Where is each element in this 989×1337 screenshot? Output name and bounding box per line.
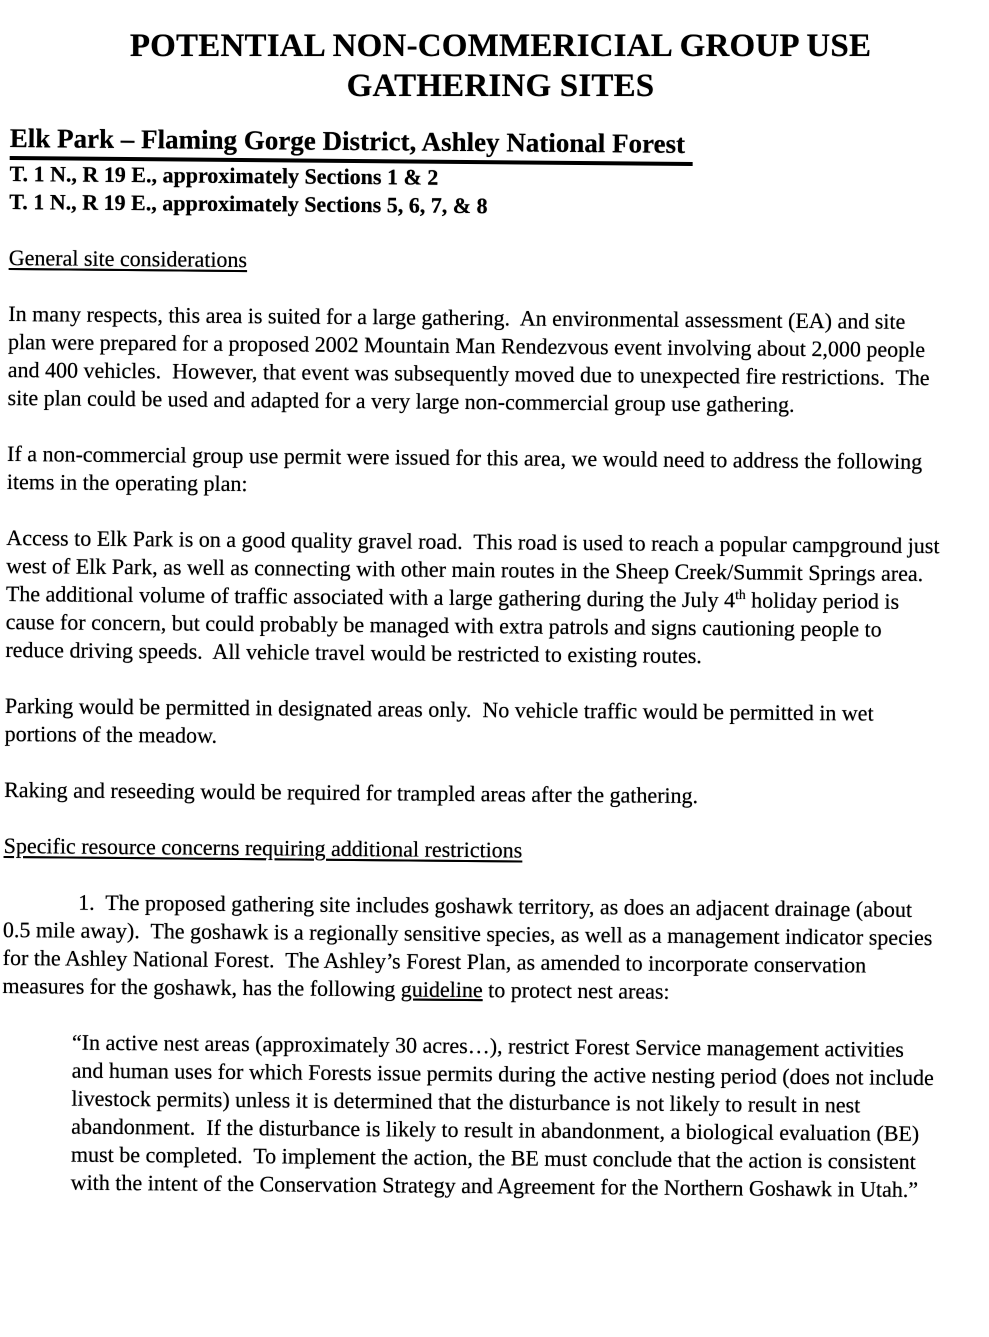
intro-paragraph: [7, 300, 943, 420]
text-run: Specific resource concerns requiring additional restrictions: [3, 832, 523, 863]
township-range-line-2: T. 1 N., R 19 E., approximately Sections 5, 6, 7, & 8: [9, 188, 488, 219]
document-title-line1: POTENTIAL NON-COMMERICIAL GROUP USE: [129, 28, 872, 64]
goshawk-paragraph: [2, 888, 938, 1008]
document-title-line2: GATHERING SITES: [346, 68, 655, 104]
text-run: If a non-commercial group use permit were issued for this area, we would need to address the following items in the operating plan:: [6, 440, 928, 497]
goshawk-guideline-quote: [70, 1029, 940, 1205]
text-run: “In active nest areas (approximately 30 acres…), restrict Forest Service management activities and human uses for which Forests issue permits during the active nesting period (does not include livestock permits) unless it is determined that the disturbance is not likely to result in nest abandonment. If the disturbance is likely to result in abandonment, a biological evaluation (BE) must be completed. To implement the action, the BE must conclude that the action is consistent with the intent of the Conservation Strategy and Agreement for the Northern Goshawk in Utah.”: [70, 1029, 940, 1202]
text-run: Access to Elk Park is on a good quality gravel road. This road is used to reach a popular campground just west of Elk Park, as well as connecting with other main routes in the Sheep Creek/Summit Springs area. The additional volume of traffic associated with a large gathering during the July 4: [5, 524, 946, 613]
scanned-content: [1, 122, 945, 1204]
text-run: Raking and reseeding would be required for trampled areas after the gathering.: [4, 776, 699, 809]
text-run: General site considerations: [8, 244, 248, 273]
site-identification-block: [9, 122, 945, 224]
access-road-paragraph: [5, 524, 946, 672]
text-run: 1. The proposed gathering site includes goshawk territory, as does an adjacent drainage (about 0.5 mile away). The goshawk is a regionally sensitive species, as well as a management indicator species for the Ashley National Forest. The Ashley’s Forest Plan, as amended to incorporate conservation measures for the goshawk, has the following: [2, 889, 938, 1002]
text-run: In many respects, this area is suited for a large gathering. An environmental assessment (EA) and site plan were prepared for a proposed 2002 Mountain Man Rendezvous event involving about 2,000 people and 400 vehicles. However, that event was subsequently moved due to unexpected fire restrictions. The site plan could be used and adapted for a very large non-commercial group use gathering.: [7, 300, 936, 417]
general-site-considerations-heading: [9, 244, 944, 280]
text-run: holiday period is cause for concern, but could probably be managed with extra patrols and signs cautioning people to reduce driving speeds. All vehicle travel would be restricted to existing routes.: [5, 587, 905, 669]
underlined-term: guideline: [400, 976, 483, 1003]
township-range-line-1: T. 1 N., R 19 E., approximately Sections 1 & 2: [9, 160, 439, 190]
raking-reseeding-paragraph: [4, 776, 939, 812]
document-body: [1, 244, 944, 1204]
text-run: Parking would be permitted in designated areas only. No vehicle traffic would be permitted in wet portions of the meadow.: [4, 692, 880, 748]
specific-resource-concerns-heading: [4, 832, 939, 868]
document-title: [10, 26, 945, 106]
parking-paragraph: [5, 692, 940, 756]
text-run: to protect nest areas:: [482, 977, 670, 1004]
permit-items-paragraph: [7, 440, 942, 504]
superscript-ordinal: th: [735, 587, 746, 603]
site-heading: Elk Park – Flaming Gorge District, Ashley National Forest: [10, 122, 694, 166]
